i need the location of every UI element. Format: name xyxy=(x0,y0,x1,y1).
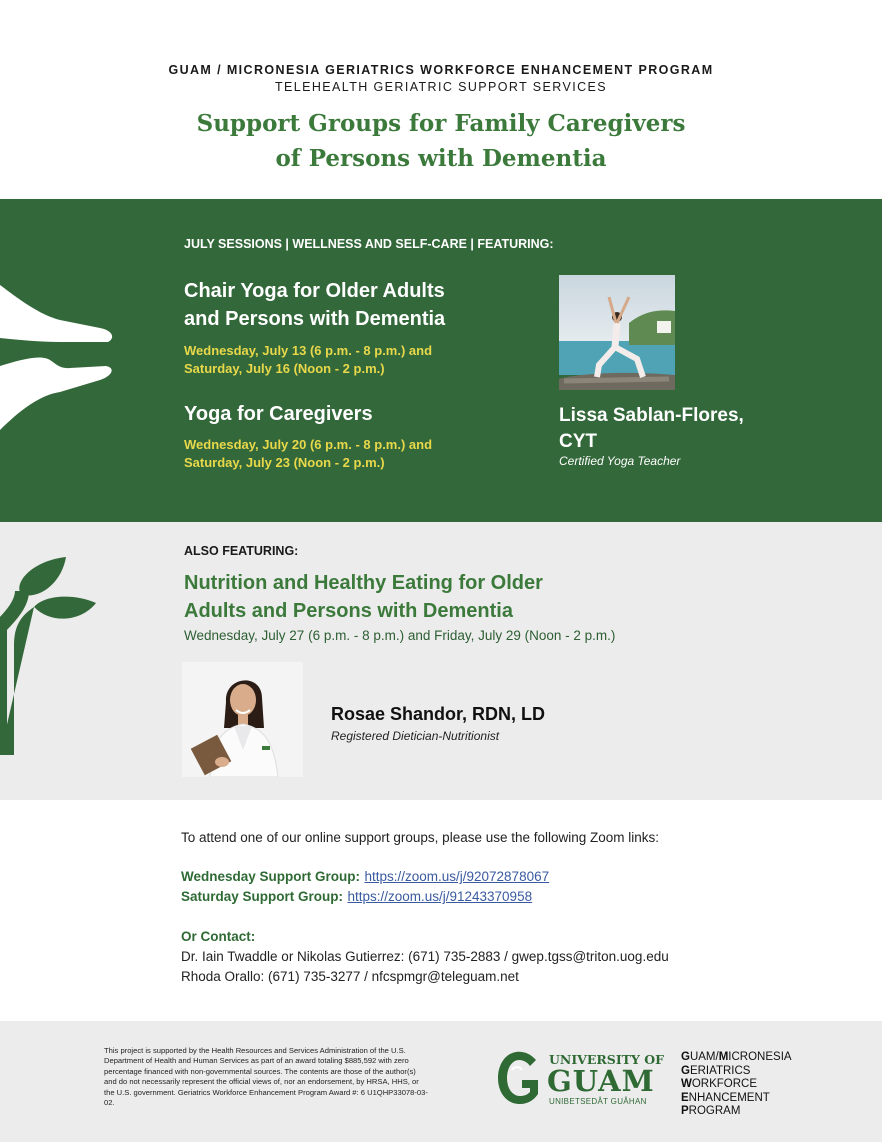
sessions-label: JULY SESSIONS | WELLNESS AND SELF-CARE | FEATURING: xyxy=(184,237,554,251)
also-featuring-label: ALSO FEATURING: xyxy=(184,544,299,558)
wednesday-label: Wednesday Support Group: xyxy=(181,869,361,884)
uog-wordmark-line-1: UNIVERSITY OF xyxy=(549,1052,665,1067)
nutrition-dates: Wednesday, July 27 (6 p.m. - 8 p.m.) and Friday, July 29 (Noon - 2 p.m.) xyxy=(184,628,616,643)
caring-hands-icon xyxy=(0,280,120,435)
yoga-presenter-name-line-1: Lissa Sablan-Flores, xyxy=(559,405,744,426)
service-name: TELEHEALTH GERIATRIC SUPPORT SERVICES xyxy=(275,80,607,94)
session2-date-line-1: Wednesday, July 20 (6 p.m. - 8 p.m.) and xyxy=(184,437,433,452)
yoga-teacher-photo xyxy=(559,275,675,390)
title-line-2: of Persons with Dementia xyxy=(275,145,607,172)
session1-date-line-1: Wednesday, July 13 (6 p.m. - 8 p.m.) and xyxy=(184,343,433,358)
nutrition-title xyxy=(184,569,644,625)
saturday-row xyxy=(181,888,532,906)
uog-g-logo-icon xyxy=(496,1050,544,1106)
contact-line-1: Dr. Iain Twaddle or Nikolas Gutierrez: (671) 735-2883 / gwep.tgss@triton.uog.edu xyxy=(181,949,669,964)
session1-title-line-2: and Persons with Dementia xyxy=(184,308,446,330)
title-line-1: Support Groups for Family Caregivers xyxy=(196,110,686,137)
gwep-line-4: ENHANCEMENT xyxy=(681,1091,770,1104)
saturday-zoom-link[interactable]: https://zoom.us/j/91243370958 xyxy=(347,889,533,904)
uog-wordmark-line-2: GUAM xyxy=(547,1064,655,1098)
page-title xyxy=(0,106,882,176)
attend-intro: To attend one of our online support groups, please use the following Zoom links: xyxy=(181,830,660,845)
funding-disclaimer: This project is supported by the Health Resources and Services Administration of the U.S. Department of Health and Human Services as part of an award totaling $885,592 with zero percentage financed with non-governmental sources. The contents are those of the author(s) and do not necessarily represent the official views of, nor an endorsement, by HRSA, HHS, or the U.S. government. Geriatrics Workforce Enhancement Program Award #: 6 U1QHP33078-03-02. xyxy=(104,1046,428,1108)
gwep-line-3: WORKFORCE xyxy=(681,1078,758,1091)
session1-dates xyxy=(184,342,432,378)
dietitian-name: Rosae Shandor, RDN, LD xyxy=(331,704,546,724)
dietitian-photo xyxy=(182,662,303,777)
yoga-presenter-name xyxy=(559,403,744,455)
session1-date-line-2: Saturday, July 16 (Noon - 2 p.m.) xyxy=(184,361,385,376)
gwep-line-1: GUAM/MICRONESIA xyxy=(681,1051,792,1063)
session2-title: Yoga for Caregivers xyxy=(184,403,373,425)
wednesday-row xyxy=(181,868,549,886)
session2-dates xyxy=(184,436,432,472)
session2-date-line-2: Saturday, July 23 (Noon - 2 p.m.) xyxy=(184,455,385,470)
contact-line-2: Rhoda Orallo: (671) 735-3277 / nfcspmgr@teleguam.net xyxy=(181,969,519,984)
saturday-label: Saturday Support Group: xyxy=(181,889,343,904)
dietitian-role: Registered Dietician-Nutritionist xyxy=(331,729,500,743)
yoga-presenter-name-line-2: CYT xyxy=(559,431,597,452)
session1-title xyxy=(184,277,445,333)
sprout-icon xyxy=(0,555,100,755)
gwep-line-2: GERIATRICS xyxy=(681,1064,751,1077)
nutrition-title-line-1: Nutrition and Healthy Eating for Older xyxy=(184,572,543,594)
session1-title-line-1: Chair Yoga for Older Adults xyxy=(184,280,445,302)
program-name: GUAM / MICRONESIA GERIATRICS WORKFORCE ENHANCEMENT PROGRAM xyxy=(168,63,714,77)
yoga-presenter-role: Certified Yoga Teacher xyxy=(559,454,681,468)
gwep-logo-text xyxy=(681,1051,792,1119)
wednesday-zoom-link[interactable]: https://zoom.us/j/92072878067 xyxy=(364,869,550,884)
gwep-line-5: PROGRAM xyxy=(681,1105,741,1118)
contact-label: Or Contact: xyxy=(181,929,256,944)
nutrition-title-line-2: Adults and Persons with Dementia xyxy=(184,600,513,622)
uog-wordmark-line-3: UNIBETSEDÅT GUÅHAN xyxy=(549,1097,647,1106)
also-featuring-band xyxy=(0,522,882,800)
